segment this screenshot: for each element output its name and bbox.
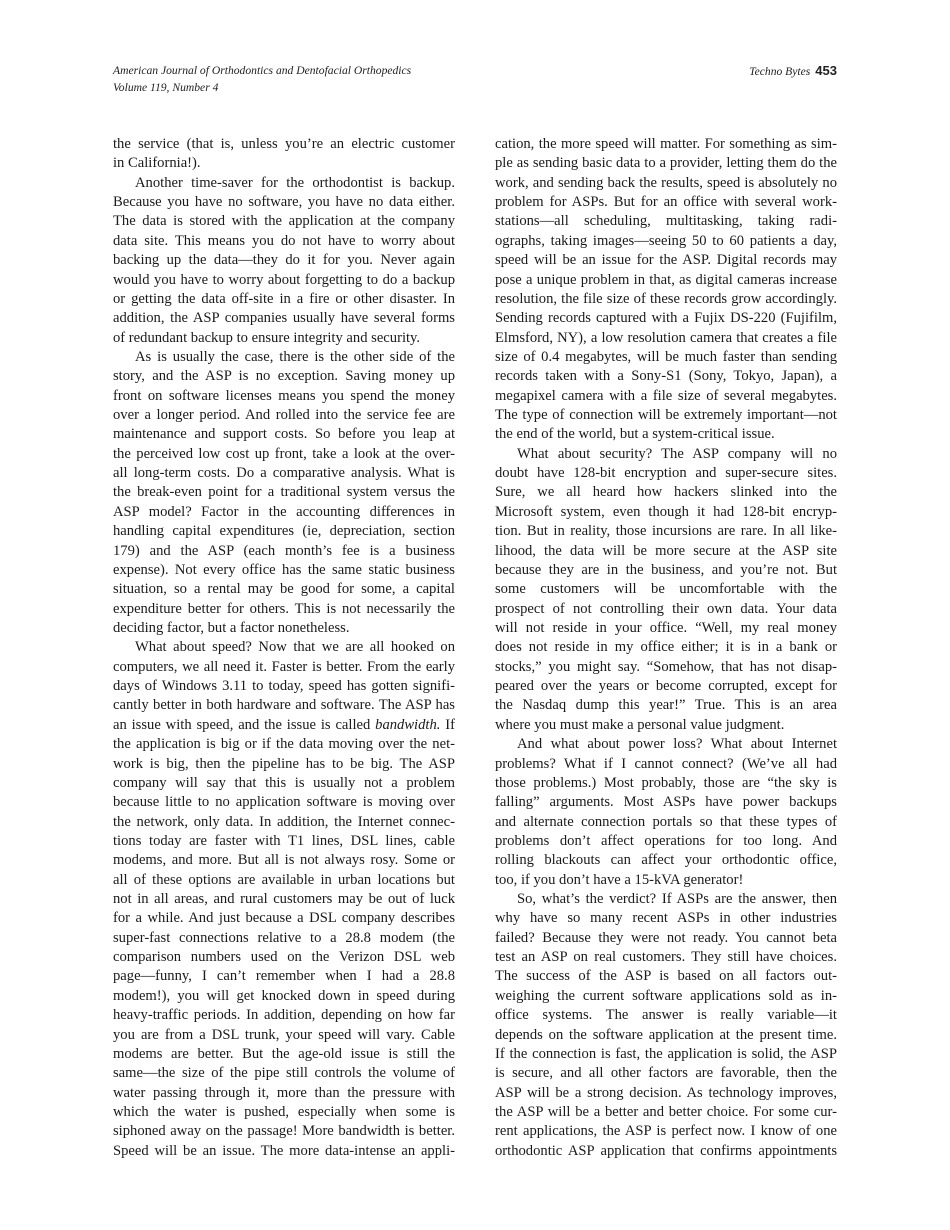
text-line: why have so many recent ASPs in other industries: [495, 910, 837, 927]
text-line: is secure, and all other factors are favorable, then the: [495, 1065, 837, 1082]
text-line: because they are in the business, and you’re not. But: [495, 561, 837, 578]
journal-title: American Journal of Orthodontics and Dentofacial Orthopedics: [113, 64, 412, 77]
text-line: ple as sending basic data to a provider, letting them do the: [495, 155, 837, 172]
text-line: siphoned away on the passage! More bandwidth is better.: [113, 1123, 455, 1140]
text-line: If the connection is fast, the application is solid, the ASP: [495, 1045, 837, 1062]
text-line: So, what’s the verdict? If ASPs are the answer, then: [517, 891, 837, 908]
text-line: the Nasdaq dump this year!” True. This is an area: [495, 697, 837, 714]
paragraph: [113, 135, 455, 174]
text-line: some customers will be uncomfortable with the: [495, 581, 837, 598]
text-line: front on software licenses means you spend the money: [113, 387, 455, 404]
text-line: failed? Because they were not ready. You cannot beta: [495, 929, 837, 946]
text-line: megapixel camera with a file size of several megabytes.: [495, 387, 837, 404]
text-line: The type of connection will be extremely important—not: [495, 407, 837, 424]
text-line: you are from a DSL trunk, your speed will vary. Cable: [113, 1026, 455, 1043]
section-title: Techno Bytes: [749, 65, 811, 78]
text-line: comparison numbers used on the Verizon DSL web: [113, 949, 455, 966]
text-line: handling capital expenditures (ie, depreciation, section: [113, 523, 455, 540]
running-header-journal: [113, 62, 411, 96]
text-line: Microsoft system, even though it had 128-bit encryp-: [495, 503, 837, 520]
text-line: of redundant backup to ensure integrity and security.: [113, 329, 421, 346]
text-line: peared over the years or become corrupted, except for: [495, 678, 837, 695]
text-line: expenditure better for others. This is not necessarily the: [113, 600, 455, 617]
text-line: which the water is pushed, especially when some is: [113, 1103, 455, 1120]
text-line: super-fast connections relative to a 28.8 modem (the: [113, 929, 455, 946]
left-column: [113, 135, 455, 1161]
text-line: ASP will be a strong decision. As technology improves,: [495, 1084, 837, 1101]
text-line: or getting the data off-site in a fire or other disaster. In: [113, 290, 455, 307]
text-line: size of 0.4 megabytes, will be much faster than sending: [495, 348, 837, 365]
text-line: pose a unique problem in that, as digital cameras increase: [495, 271, 837, 288]
text-line: What about speed? Now that we are all hooked on: [135, 639, 455, 656]
text-line: problems don’t affect operations for too long. And: [495, 832, 837, 849]
text-line: where you must make a personal value judgment.: [495, 716, 785, 733]
text-line: weighing the current software applications sold as in-: [495, 987, 837, 1004]
text-line: maintenance and support costs. So before you leap at: [113, 426, 455, 443]
text-line: work, and sending back the results, speed is absolutely no: [495, 174, 837, 191]
text-line: for a while. And just because a DSL company describes: [113, 910, 455, 927]
text-line: prospect of not controlling their own data. Your data: [495, 600, 837, 617]
right-column: [495, 135, 837, 1161]
paragraph: [495, 735, 837, 890]
text-line: would you have to worry about forgetting to do a backup: [113, 271, 455, 288]
text-line: Sure, we all heard how hackers slinked into the: [495, 484, 837, 501]
paragraph: [495, 890, 837, 1161]
text-line: As is usually the case, there is the other side of the: [135, 348, 455, 365]
text-line: work is big, then the pipeline has to be big. The ASP: [113, 755, 455, 772]
text-line: ographs, taking images—seeing 50 to 60 patients a day,: [495, 232, 837, 249]
text-line: records taken with a Sony-S1 (Sony, Tokyo, Japan), a: [495, 368, 837, 385]
text-line: addition, the ASP companies usually have several forms: [113, 310, 455, 327]
text-line: company will say that this is usually not a problem: [113, 774, 455, 791]
text-line: the break-even point for a traditional system versus the: [113, 484, 455, 501]
text-line: data site. This means you do not have to worry about: [113, 232, 455, 249]
text-line: will not reside in your office. “Well, my real money: [495, 619, 837, 636]
text-line: not in all areas, and rural customers may be out of luck: [113, 891, 455, 908]
page-number: 453: [815, 63, 837, 78]
text-line: water passing through it, more than the pressure with: [113, 1084, 455, 1101]
text-line: expense). Not every office has the same static business: [113, 561, 455, 578]
text-line: the application is big or if the data moving over the net-: [113, 736, 455, 753]
text-line: does not reside in my office either; it is in a bank or: [495, 639, 837, 656]
text-line: Sending records captured with a Fujix DS-220 (Fujifilm,: [495, 310, 837, 327]
text-line: resolution, the file size of these records grow accordingly.: [495, 290, 837, 307]
text-line: the network, only data. In addition, the Internet connec-: [113, 813, 455, 830]
text-line: and alternate connection portals so that these types of: [495, 813, 837, 830]
text-line: too, if you don’t have a 15-kVA generator!: [495, 871, 744, 888]
text-line: all of these options are available in urban locations but: [113, 871, 455, 888]
text-line: doubt have 128-bit encryption and super-secure sites.: [495, 465, 837, 482]
text-line: computers, we all need it. Faster is better. From the early: [113, 658, 455, 675]
text-line: Speed will be an issue. The more data-intense an appli-: [113, 1142, 455, 1159]
text-line: days of Windows 3.11 to today, speed has gotten signifi-: [113, 678, 455, 695]
text-line: ASP model? Factor in the accounting differences in: [113, 503, 455, 520]
text-line: And what about power loss? What about Internet: [517, 736, 837, 753]
text-line: the service (that is, unless you’re an electric customer: [113, 136, 455, 152]
text-line: tions today are faster with T1 lines, DSL lines, cable: [113, 832, 455, 849]
text-line: because little to no application software is moving over: [113, 794, 455, 811]
text-line: problems? What if I cannot connect? (We’ve all had: [495, 755, 837, 772]
text-line: rolling blackouts can affect your orthodontic office,: [495, 852, 837, 869]
text-line: the ASP will be a better and better choice. For some cur-: [495, 1103, 837, 1120]
journal-volume: Volume 119, Number 4: [113, 81, 219, 94]
text-line: deciding factor, but a factor nonetheless.: [113, 619, 350, 636]
text-line: situation, so a rental may be good for some, a capital: [113, 581, 455, 598]
text-line: cation, the more speed will matter. For something as sim-: [495, 136, 837, 152]
text-line: The success of the ASP is based on all factors out-: [495, 968, 837, 985]
text-line: stocks,” you might say. “Somehow, that has not disap-: [495, 658, 837, 675]
text-segment: an issue with speed, and the issue is called: [113, 716, 376, 733]
text-line: all long-term costs. Do a comparative analysis. What is: [113, 465, 455, 482]
paragraph: [113, 348, 455, 638]
text-line: in California!).: [113, 155, 201, 172]
text-line: cantly better in both hardware and software. The ASP has: [113, 697, 455, 714]
text-line: Another time-saver for the orthodontist is backup.: [135, 174, 455, 191]
text-line: same—the size of the pipe still controls the volume of: [113, 1065, 455, 1082]
text-line: modems, and more. But all is not always rosy. Some or: [113, 852, 455, 869]
text-line: Elmsford, NY), a low resolution camera that creates a file: [495, 329, 837, 346]
paragraph: [495, 135, 837, 445]
text-line: falling” arguments. Most ASPs have power backups: [495, 794, 837, 811]
paragraph: [113, 638, 455, 1161]
text-line: [113, 716, 455, 735]
text-line: depends on the software application at the present time.: [495, 1026, 837, 1043]
text-line: heavy-traffic periods. In addition, depending on how far: [113, 1007, 455, 1024]
text-line: speed will be an issue for the ASP. Digital records may: [495, 252, 837, 269]
text-line: modem!), you will get knocked down in speed during: [113, 987, 455, 1004]
text-line: office systems. The answer is really variable—it: [495, 1007, 837, 1024]
text-line: story, and the ASP is no exception. Saving money up: [113, 368, 455, 385]
text-line: over a longer period. And rolled into the service fee are: [113, 407, 455, 424]
text-line: 179) and the ASP (each month’s fee is a business: [113, 542, 455, 559]
italic-term: bandwidth.: [375, 716, 441, 733]
paragraph: [495, 445, 837, 735]
text-line: page—funny, I can’t remember when I had a 28.8: [113, 968, 455, 985]
text-line: problem for ASPs. But for an office with several work-: [495, 194, 837, 211]
running-header-section: [749, 62, 837, 80]
text-line: test an ASP on real customers. They still have choices.: [495, 949, 837, 966]
text-line: lihood, the data will be more secure at the ASP site: [495, 542, 837, 559]
paragraph: [113, 174, 455, 348]
text-line: tion. But in reality, those incursions are rare. In all like-: [495, 523, 837, 540]
text-segment: If: [440, 716, 455, 733]
text-line: Because you have no software, you have no data either.: [113, 194, 455, 211]
text-line: the perceived low cost up front, take a look at the over-: [113, 445, 455, 462]
text-line: backing up the data—they do it for you. Never again: [113, 252, 455, 269]
text-line: orthodontic ASP application that confirms appointments: [495, 1142, 837, 1159]
text-line: modems are better. But the age-old issue is still the: [113, 1045, 455, 1062]
text-line: What about security? The ASP company will no: [517, 445, 837, 462]
text-line: the end of the world, but a system-critical issue.: [495, 426, 775, 443]
text-line: stations—all scheduling, multitasking, taking radi-: [495, 213, 837, 230]
text-line: those problems.) Most probably, those are “the sky is: [495, 774, 837, 791]
text-line: The data is stored with the application at the company: [113, 213, 455, 230]
text-line: rent applications, the ASP is perfect now. I know of one: [495, 1123, 837, 1140]
